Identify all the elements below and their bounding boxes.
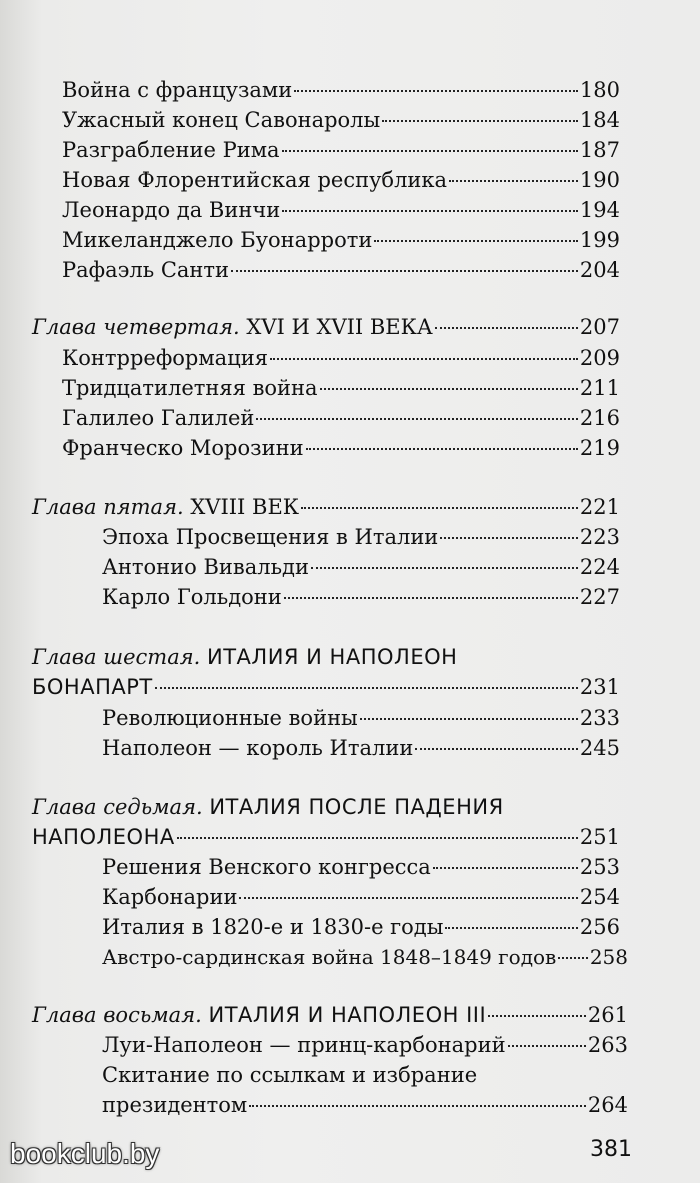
chapter-label: Глава шестая. — [32, 645, 201, 669]
entry-page: 184 — [579, 108, 620, 132]
dot-leader — [374, 240, 578, 242]
entry-title: Италия в 1820-е и 1830-е годы — [102, 915, 444, 939]
entry-title: Австро-сардинская война 1848–1849 годов — [102, 945, 557, 969]
chapter-title: ИТАЛИЯ ПОСЛЕ ПАДЕНИЯ — [209, 795, 504, 819]
toc-entry — [102, 582, 620, 612]
entry-page: 211 — [579, 376, 620, 400]
toc-entry — [102, 1030, 628, 1060]
chapter-label: Глава седьмая. — [32, 795, 203, 819]
entry-page: 199 — [579, 228, 620, 252]
toc-entry — [102, 942, 628, 972]
entry-page: 251 — [579, 825, 620, 849]
dot-leader — [282, 210, 578, 212]
dot-leader — [301, 507, 578, 509]
page-number: 381 — [590, 1137, 632, 1162]
chapter-heading — [32, 1000, 628, 1030]
dot-leader — [449, 180, 578, 182]
entry-title: Микеланджело Буонарроти — [62, 228, 373, 252]
toc-entry — [62, 195, 620, 225]
entry-page: 204 — [579, 258, 620, 282]
entry-title: Новая Флорентийская республика — [62, 168, 448, 192]
dot-leader — [284, 597, 578, 599]
dot-leader — [433, 867, 578, 869]
toc-entry — [102, 912, 620, 942]
entry-title: Революционные войны — [102, 706, 358, 730]
entry-page: 263 — [587, 1033, 628, 1057]
dot-leader — [282, 150, 578, 152]
dot-leader — [382, 120, 578, 122]
entry-page: 209 — [579, 346, 620, 370]
chapter-label: Глава восьмая. — [32, 1003, 202, 1027]
toc-entry — [62, 255, 620, 285]
entry-title: Разграбление Рима — [62, 138, 280, 162]
chapter-heading-line — [32, 642, 457, 672]
toc-entry — [62, 343, 620, 373]
entry-title: Эпоха Просвещения в Италии — [102, 525, 439, 549]
entry-title: Решения Венского конгресса — [102, 855, 431, 879]
toc-entry — [62, 135, 620, 165]
chapter-title: XVIII ВЕК — [190, 495, 300, 519]
toc-entry — [102, 703, 620, 733]
entry-title: Луи-Наполеон — принц-карбонарий — [102, 1033, 506, 1057]
toc-entry — [62, 225, 620, 255]
dot-leader — [270, 358, 578, 360]
entry-page: 180 — [579, 78, 620, 102]
entry-page: 231 — [579, 675, 620, 699]
toc-entry — [62, 105, 620, 135]
entry-title: Франческо Морозини — [62, 436, 304, 460]
dot-leader — [415, 748, 578, 750]
dot-leader — [435, 327, 578, 329]
dot-leader — [488, 1015, 586, 1017]
toc-entry — [102, 552, 620, 582]
dot-leader — [558, 957, 588, 959]
entry-page: 227 — [579, 585, 620, 609]
entry-title: Рафаэль Санти — [62, 258, 230, 282]
chapter-title: XVI И XVII ВЕКА — [246, 315, 433, 339]
dot-leader — [445, 927, 577, 929]
dot-leader — [440, 537, 578, 539]
toc-entry-line — [102, 1060, 477, 1090]
dot-leader — [306, 448, 578, 450]
entry-title: Контрреформация — [62, 346, 268, 370]
entry-page: 256 — [579, 915, 620, 939]
toc-entry — [62, 165, 620, 195]
dot-leader — [256, 418, 578, 420]
chapter-title: ИТАЛИЯ И НАПОЛЕОН III — [208, 1003, 487, 1027]
entry-title: Карбонарии — [102, 885, 238, 909]
dot-leader — [231, 270, 578, 272]
toc-entry — [102, 733, 620, 763]
entry-page: 219 — [579, 436, 620, 460]
entry-title: Карло Гольдони — [102, 585, 282, 609]
chapter-heading — [32, 672, 620, 702]
entry-page: 190 — [579, 168, 620, 192]
toc-entry — [102, 852, 620, 882]
entry-title: Война с французами — [62, 78, 293, 102]
chapter-title: БОНАПАРТ — [32, 675, 153, 699]
toc-entry — [62, 373, 620, 403]
watermark: bookclub.by — [10, 1138, 160, 1169]
entry-page: 233 — [579, 706, 620, 730]
toc-entry — [62, 433, 620, 463]
entry-title: президентом — [102, 1093, 248, 1117]
entry-title: Галилео Галилей — [62, 406, 255, 430]
entry-page: 224 — [579, 555, 620, 579]
dot-leader — [360, 718, 578, 720]
entry-page: 216 — [579, 406, 620, 430]
dot-leader — [294, 90, 578, 92]
toc-entry — [102, 1090, 628, 1120]
dot-leader — [508, 1045, 586, 1047]
dot-leader — [320, 388, 578, 390]
entry-page: 258 — [589, 945, 628, 969]
entry-title: Тридцатилетняя война — [62, 376, 318, 400]
dot-leader — [249, 1105, 586, 1107]
entry-page: 261 — [587, 1003, 628, 1027]
dot-leader — [155, 687, 578, 689]
toc-entry — [62, 75, 620, 105]
entry-page: 207 — [579, 315, 620, 339]
dot-leader — [177, 837, 578, 839]
entry-page: 221 — [579, 495, 620, 519]
entry-title: Антонио Вивальди — [102, 555, 309, 579]
toc-entry — [62, 403, 620, 433]
chapter-label: Глава четвертая. — [32, 315, 240, 339]
chapter-heading — [32, 312, 620, 342]
entry-title: Леонардо да Винчи — [62, 198, 281, 222]
chapter-heading — [32, 822, 620, 852]
toc-entry — [102, 522, 620, 552]
entry-page: 194 — [579, 198, 620, 222]
entry-page: 223 — [579, 525, 620, 549]
chapter-heading-line — [32, 792, 504, 822]
entry-page: 264 — [587, 1093, 628, 1117]
chapter-heading — [32, 492, 620, 522]
toc-entry — [102, 882, 620, 912]
entry-page: 245 — [579, 736, 620, 760]
chapter-title: ИТАЛИЯ И НАПОЛЕОН — [207, 645, 458, 669]
entry-page: 187 — [579, 138, 620, 162]
chapter-label: Глава пятая. — [32, 495, 184, 519]
dot-leader — [239, 897, 577, 899]
entry-title: Скитание по ссылкам и избрание — [102, 1063, 478, 1087]
dot-leader — [311, 567, 578, 569]
entry-page: 253 — [579, 855, 620, 879]
entry-title: Ужасный конец Савонаролы — [62, 108, 381, 132]
entry-title: Наполеон — король Италии — [102, 736, 414, 760]
entry-page: 254 — [579, 885, 620, 909]
chapter-title: НАПОЛЕОНА — [32, 825, 175, 849]
